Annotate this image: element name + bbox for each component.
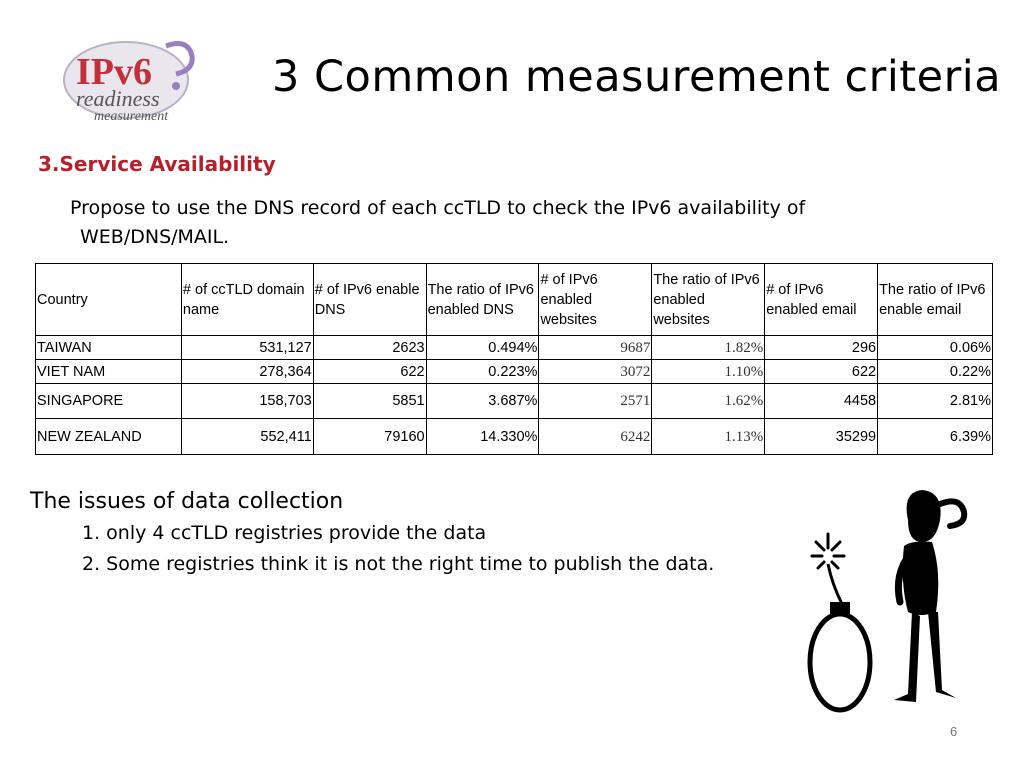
header-country: Country: [36, 264, 182, 336]
cell-country: SINGAPORE: [36, 384, 182, 419]
cell-dns-ratio: 0.223%: [426, 360, 539, 384]
cell-country: NEW ZEALAND: [36, 419, 182, 455]
cell-websites: 3072: [539, 360, 652, 384]
bomb-icon: [810, 534, 870, 710]
table-row: [36, 419, 993, 455]
issue-item-1: 1. only 4 ccTLD registries provide the data: [82, 522, 487, 544]
section-heading: 3.Service Availability: [38, 152, 276, 176]
svg-text:readiness: readiness: [76, 86, 160, 111]
header-ipv6-websites: # of IPv6 enabled websites: [539, 264, 652, 336]
confused-stick-figure-with-bomb: [800, 484, 970, 716]
proposal-line-2: WEB/DNS/MAIL.: [80, 226, 230, 248]
slide-title: 3 Common measurement criteria: [272, 52, 1002, 102]
ipv6-readiness-logo: [54, 34, 214, 134]
cell-email-ratio: 0.06%: [878, 336, 993, 360]
cell-websites-ratio: 1.82%: [652, 336, 765, 360]
issue-item-2: 2. Some registries think it is not the right time to publish the data.: [82, 553, 715, 575]
table-row: [36, 336, 993, 360]
cell-email: 296: [765, 336, 878, 360]
cell-email: 622: [765, 360, 878, 384]
proposal-line-1: Propose to use the DNS record of each ccTLD to check the IPv6 availability of: [70, 197, 806, 219]
cell-dns-ratio: 0.494%: [426, 336, 539, 360]
table-row: [36, 384, 993, 419]
cell-websites: 9687: [539, 336, 652, 360]
cell-websites: 6242: [539, 419, 652, 455]
cell-dns: 79160: [313, 419, 426, 455]
stick-figure-icon: [894, 490, 964, 702]
cell-domains: 531,127: [181, 336, 313, 360]
header-ratio-dns: The ratio of IPv6 enabled DNS: [426, 264, 539, 336]
header-ipv6-dns: # of IPv6 enable DNS: [313, 264, 426, 336]
cell-dns-ratio: 14.330%: [426, 419, 539, 455]
cell-domains: 552,411: [181, 419, 313, 455]
header-cctld-domains: # of ccTLD domain name: [181, 264, 313, 336]
cell-country: VIET NAM: [36, 360, 182, 384]
cell-websites: 2571: [539, 384, 652, 419]
svg-text:measurement: measurement: [94, 109, 169, 124]
cell-email: 35299: [765, 419, 878, 455]
cell-dns-ratio: 3.687%: [426, 384, 539, 419]
cell-websites-ratio: 1.62%: [652, 384, 765, 419]
svg-text:IPv6: IPv6: [76, 51, 152, 93]
cctld-ipv6-table: [35, 263, 993, 455]
table-header-row: [36, 264, 993, 336]
cell-dns: 5851: [313, 384, 426, 419]
cell-email: 4458: [765, 384, 878, 419]
cell-email-ratio: 6.39%: [878, 419, 993, 455]
cell-email-ratio: 0.22%: [878, 360, 993, 384]
cell-domains: 278,364: [181, 360, 313, 384]
header-ratio-email: The ratio of IPv6 enable email: [878, 264, 993, 336]
header-ipv6-email: # of IPv6 enabled email: [765, 264, 878, 336]
table-row: [36, 360, 993, 384]
cell-dns: 2623: [313, 336, 426, 360]
cell-domains: 158,703: [181, 384, 313, 419]
header-ratio-websites: The ratio of IPv6 enabled websites: [652, 264, 765, 336]
cell-country: TAIWAN: [36, 336, 182, 360]
cell-websites-ratio: 1.13%: [652, 419, 765, 455]
cell-websites-ratio: 1.10%: [652, 360, 765, 384]
issues-heading: The issues of data collection: [30, 489, 344, 514]
proposal-text: [70, 194, 930, 252]
cell-email-ratio: 2.81%: [878, 384, 993, 419]
page-number: 6: [950, 724, 958, 739]
cell-dns: 622: [313, 360, 426, 384]
